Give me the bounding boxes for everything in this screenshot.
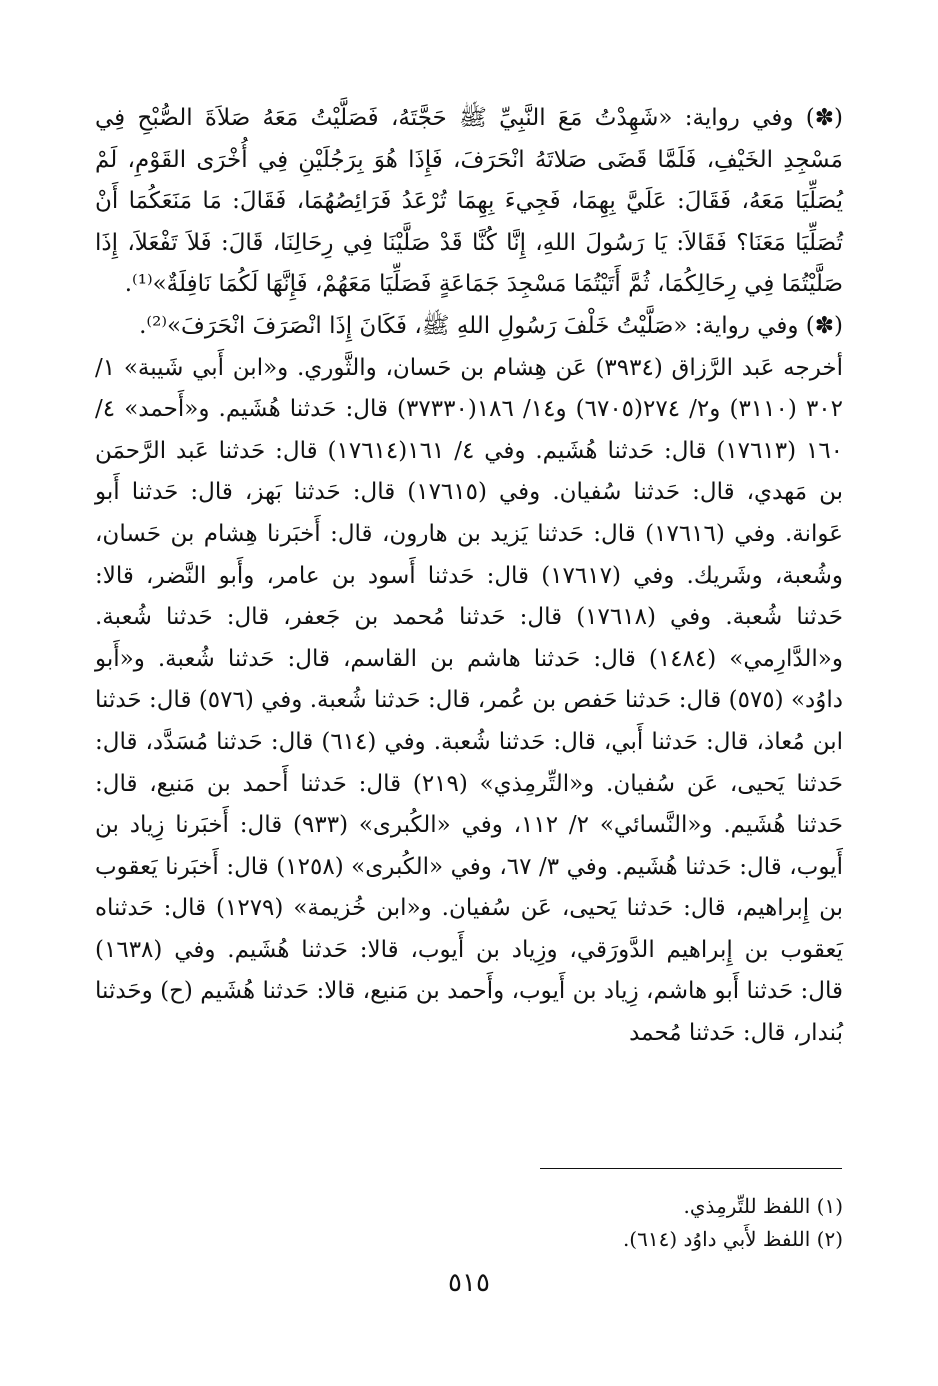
footnotes	[95, 1190, 843, 1256]
narration-paragraph-2: (✽) وفي رواية: «صَلَّيْتُ خَلْفَ رَسُولِ اللهِ ﷺ، فَكَانَ إِذَا انْصَرَفَ انْحَرَفَ»⁽²⁾.	[139, 312, 843, 339]
takhrij-paragraph: أخرجه عَبد الرَّزاق (٣٩٣٤) عَن هِشام بن حَسان، والثَّوري. و«ابن أَبي شَيبة» ١/ ٣٠٢ (٣١١٠) و٢/ ٢٧٤(٦٧٠٥) و١٤/ ١٨٦(٣٧٣٣٠) قال: حَدثنا هُشَيم. و«أَحمد» ٤/ ١٦٠ (١٧٦١٣) قال: حَدثنا هُشَيم. وفي ٤/ ١٦١(١٧٦١٤) قال: حَدثنا عَبد الرَّحمَن بن مَهدي، قال: حَدثنا سُفيان. وفي (١٧٦١٥) قال: حَدثنا بَهز، قال: حَدثنا أَبو عَوانة. وفي (١٧٦١٦) قال: حَدثنا يَزيد بن هارون، قال: أَخبَرنا هِشام بن حَسان، وشُعبة، وشَريك. وفي (١٧٦١٧) قال: حَدثنا أَسود بن عامر، وأَبو النَّضر، قالا: حَدثنا شُعبة. وفي (١٧٦١٨) قال: حَدثنا مُحمد بن جَعفر، قال: حَدثنا شُعبة. و«الدَّارِمي» (١٤٨٤) قال: حَدثنا هاشم بن القاسم، قال: حَدثنا شُعبة. و«أَبو داوُد» (٥٧٥) قال: حَدثنا حَفص بن عُمر، قال: حَدثنا شُعبة. وفي (٥٧٦) قال: حَدثنا ابن مُعاذ، قال: حَدثنا أَبي، قال: حَدثنا شُعبة. وفي (٦١٤) قال: حَدثنا مُسَدَّد، قال: حَدثنا يَحيى، عَن سُفيان. و«التِّرمِذي» (٢١٩) قال: حَدثنا أَحمد بن مَنيع، قال: حَدثنا هُشَيم. و«النَّسائي» ٢/ ١١٢، وفي «الكُبرى» (٩٣٣) قال: أَخبَرنا زِياد بن أَيوب، قال: حَدثنا هُشَيم. وفي ٣/ ٦٧، وفي «الكُبرى» (١٢٥٨) قال: أَخبَرنا يَعقوب بن إِبراهيم، قال: حَدثنا يَحيى، عَن سُفيان. و«ابن خُزيمة» (١٢٧٩) قال: حَدثناه يَعقوب بن إِبراهيم الدَّورَقي، وزِياد بن أَيوب، قالا: حَدثنا هُشَيم. وفي (١٦٣٨) قال: حَدثنا أَبو هاشم، زِياد بن أَيوب، وأَحمد بن مَنيع، قالا: حَدثنا هُشَيم (ح) وحَدثنا بُندار، قال: حَدثنا مُحمد	[95, 354, 844, 1047]
narration-paragraph-1: (✽) وفي رواية: «شَهِدْتُ مَعَ النَّبِيِّ ﷺ حَجَّتَهُ، فَصَلَّيْتُ مَعَهُ صَلاَةَ الصُّبْحِ فِي مَسْجِدِ الخَيْفِ، فَلَمَّا قَضَى صَلاتَهُ انْحَرَفَ، فَإِذَا هُوَ بِرَجُلَيْنِ فِي أُخْرَى القَوْمِ، لَمْ يُصَلِّيَا مَعَهُ، فَقَالَ: عَلَيَّ بِهِمَا، فَجِيءَ بِهِمَا تُرْعَدُ فَرَائِصُهُمَا، فَقَالَ: مَا مَنَعَكُمَا أَنْ تُصَلِّيَا مَعَنَا؟ فَقَالاَ: يَا رَسُولَ اللهِ، إِنَّا كُنَّا قَدْ صَلَّيْنَا فِي رِحَالِنَا، قَالَ: فَلاَ تَفْعَلاَ، إِذَا صَلَّيْتُمَا فِي رِحَالِكُمَا، ثُمَّ أَتَيْتُمَا مَسْجِدَ جَمَاعَةٍ فَصَلِّيَا مَعَهُمْ، فَإِنَّهَا لَكُمَا نَافِلَةٌ»⁽¹⁾.	[95, 105, 843, 298]
main-text	[95, 98, 843, 1055]
page-number: ٥١٥	[448, 1268, 490, 1298]
footnote-1: (١) اللفظ للتِّرمِذي.	[683, 1194, 843, 1218]
footnote-separator	[540, 1168, 842, 1169]
footnote-2: (٢) اللفظ لأَبي داوُد (٦١٤).	[622, 1227, 843, 1251]
